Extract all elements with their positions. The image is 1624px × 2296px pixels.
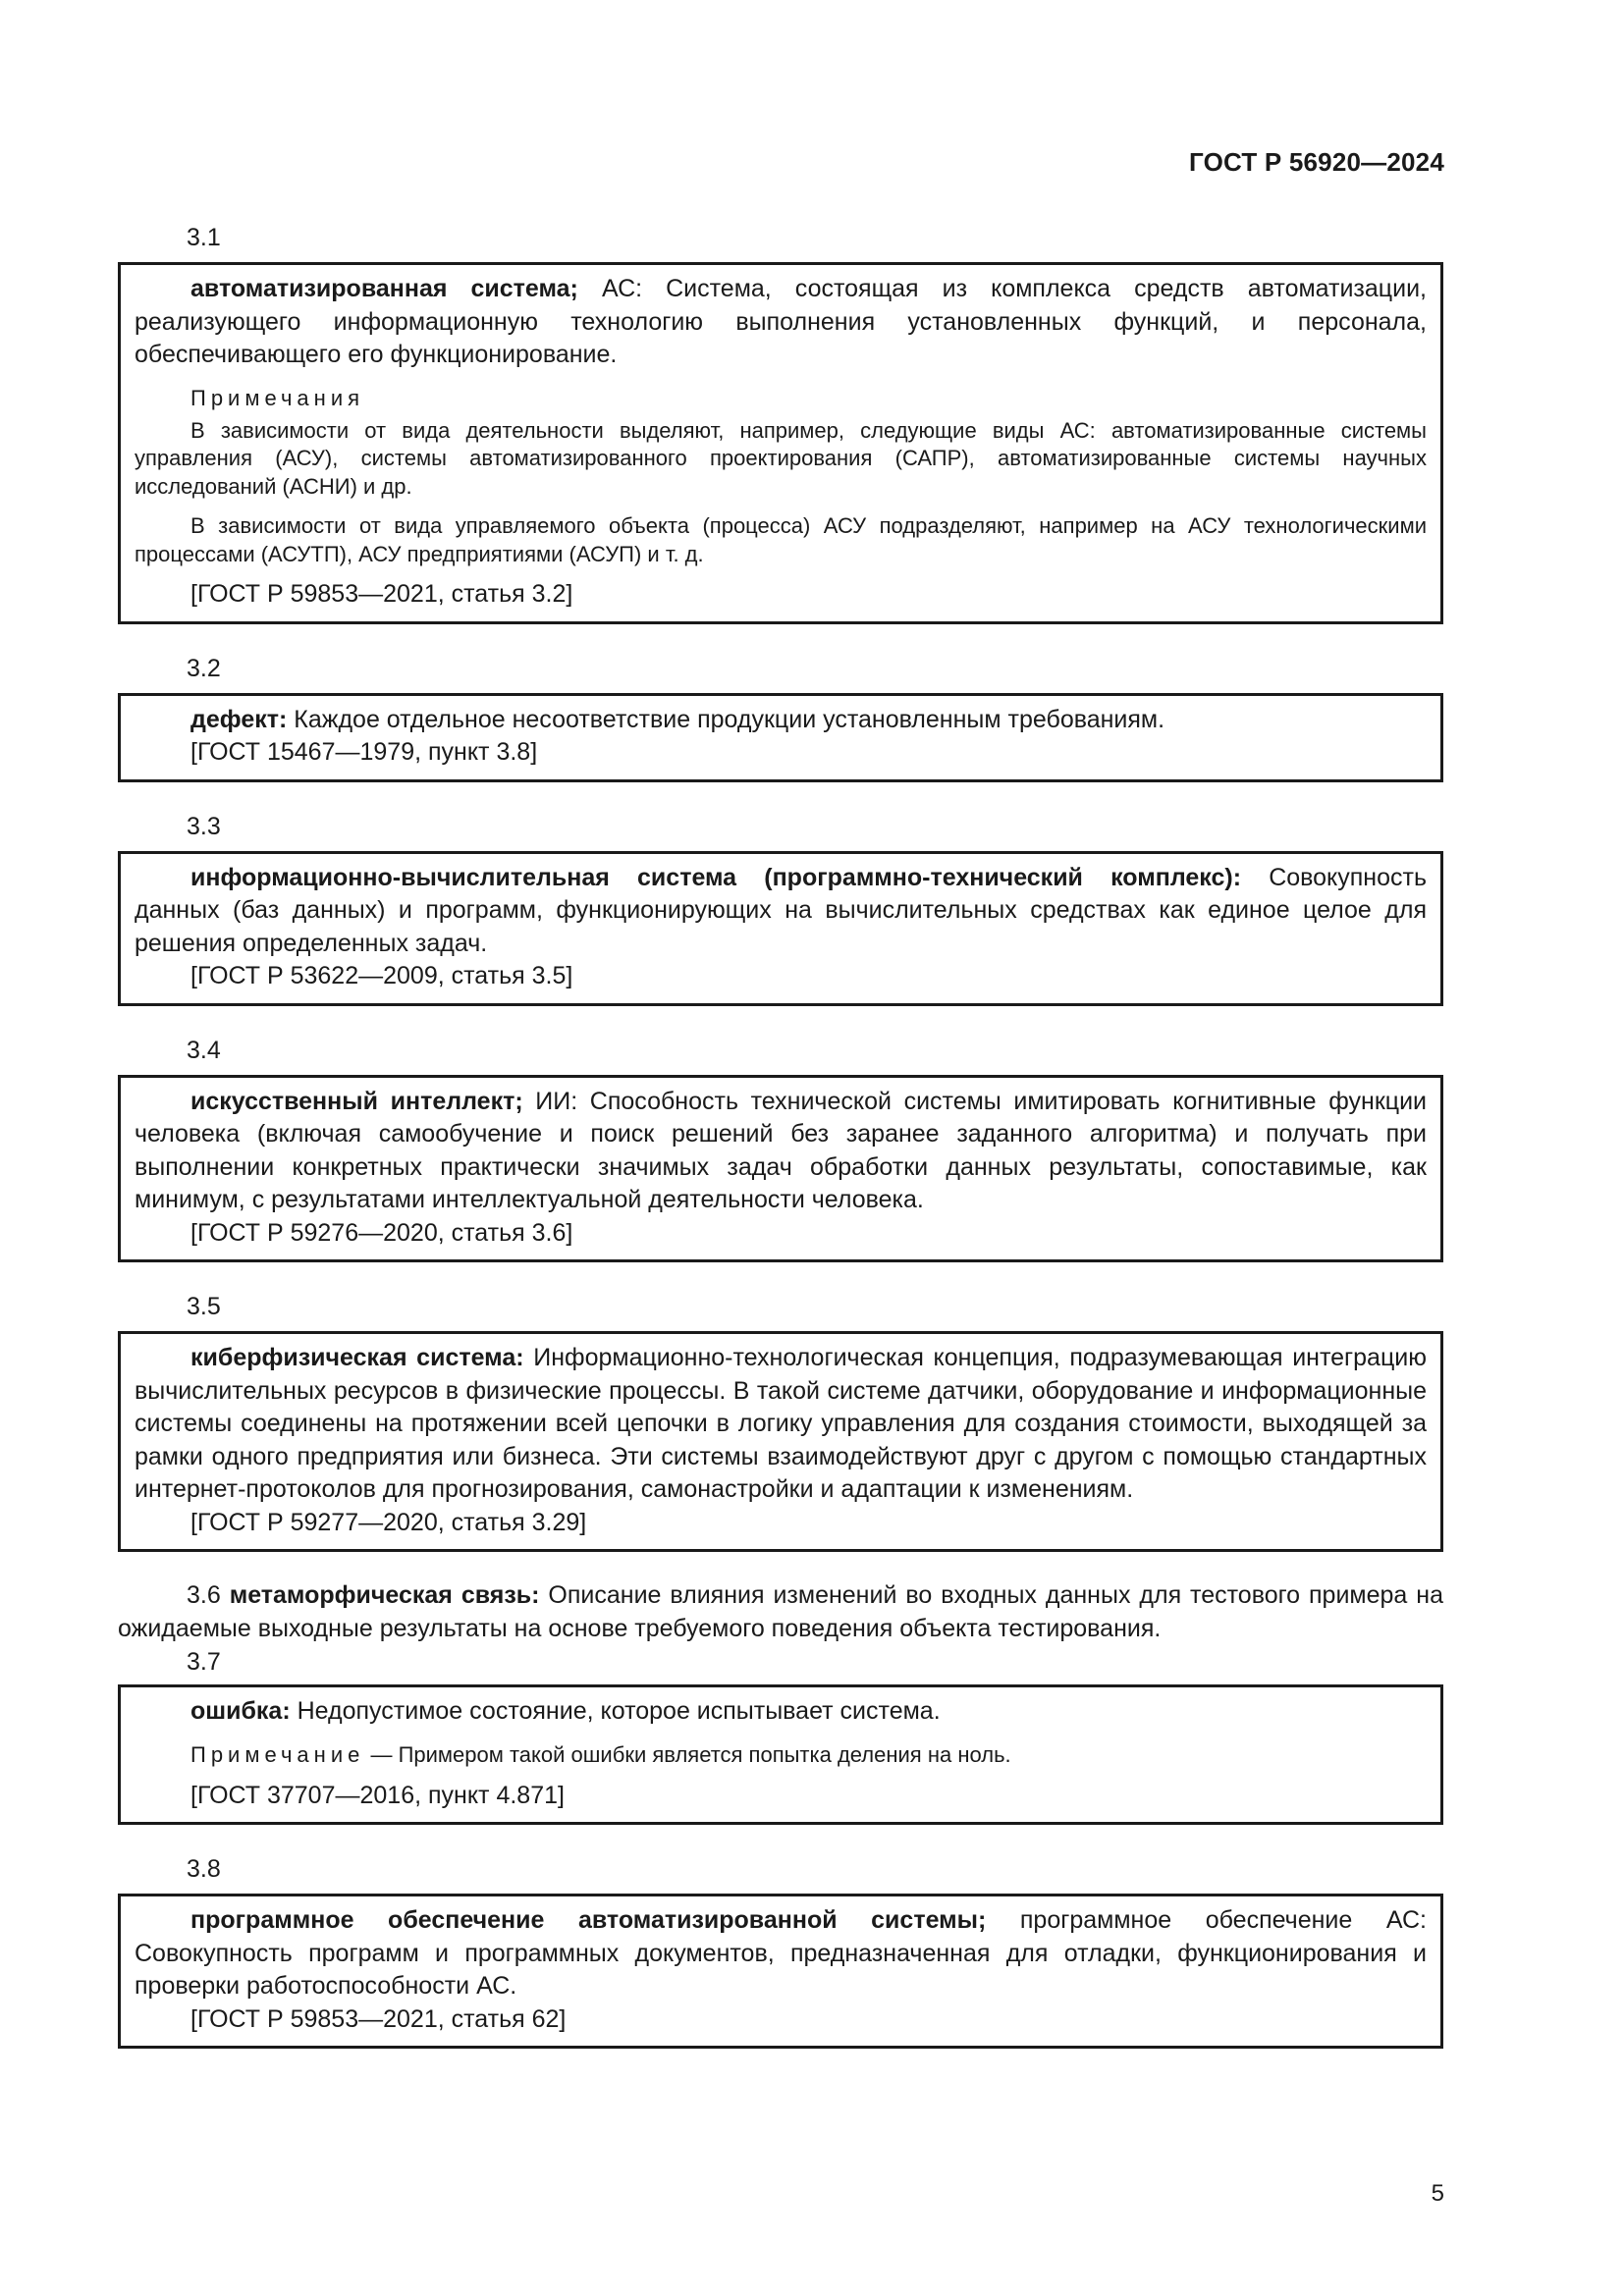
term-definition: [135, 1086, 1427, 1217]
term-source: [ГОСТ Р 59853—2021, статья 3.2]: [190, 580, 573, 608]
term-definition: [135, 273, 1427, 372]
term-definition: [135, 862, 1427, 961]
definition-text: Описание влияния изменений во входных данных для тестового примера на ожидаемые выходные результаты на основе требуемого поведения объекта тестирования.: [118, 1581, 1443, 1642]
term-title: программное обеспечение автоматизированной системы;: [190, 1906, 987, 1934]
term-number: 3.3: [187, 812, 221, 840]
term-number: 3.1: [187, 224, 221, 251]
term-title: ошибка:: [190, 1697, 291, 1725]
term-source: [ГОСТ Р 59276—2020, статья 3.6]: [190, 1218, 573, 1247]
term-definition: [135, 1695, 1427, 1729]
term-source: [ГОСТ Р 53622—2009, статья 3.5]: [190, 962, 573, 989]
terms-section: [118, 221, 1443, 2076]
term-definition: [135, 704, 1427, 737]
term-title: автоматизированная система;: [190, 275, 578, 302]
note-label: Примечание: [190, 1741, 365, 1767]
term-number: 3.8: [187, 1855, 221, 1883]
term-definition: [135, 1904, 1427, 2003]
definition-text: ИИ: Способность технической системы имитировать когнитивные функции человека (включая самообучение и поиск решений без заранее заданного алгоритма) и получать при выполнении конкретных практически значимых задач обработки данных результаты, сопоставимые, как минимум, с результатами интеллектуальной деятельности человека.: [135, 1087, 1427, 1213]
term-entry-box: [118, 1894, 1443, 2049]
notes-title: Примечания: [190, 385, 365, 410]
definition-text: АС: Система, состоящая из комплекса средств автоматизации, реализующего информационную технологию выполнения установленных функций, и персонала, обеспечивающего его функционирование.: [135, 275, 1427, 368]
term-number: 3.2: [187, 654, 221, 682]
term-title: киберфизическая система:: [190, 1344, 524, 1371]
page-number: 5: [1431, 2180, 1444, 2207]
term-number: 3.4: [187, 1036, 221, 1064]
term-title: искусственный интеллект;: [190, 1087, 523, 1115]
definition-text: программное обеспечение АС: Совокупность программ и программных документов, предназначенная для отладки, функционирования и проверки работоспособности АС.: [135, 1906, 1427, 2000]
term-definition: [135, 1342, 1427, 1507]
document-header-id: ГОСТ Р 56920—2024: [1189, 147, 1444, 177]
note-text: — Примером такой ошибки является попытка деления на ноль.: [364, 1741, 1011, 1767]
term-title: информационно-вычислительная система (программно-технический комплекс):: [190, 863, 1242, 891]
term-source: [ГОСТ 37707—2016, пункт 4.871]: [190, 1781, 565, 1809]
term-entry-box: [118, 851, 1443, 1006]
term-number: 3.7: [187, 1648, 221, 1676]
definition-text: Недопустимое состояние, которое испытывает система.: [290, 1697, 941, 1725]
definition-text: Совокупность данных (баз данных) и программ, функционирующих на вычислительных средствах как единое целое для решения определенных задач.: [135, 863, 1427, 957]
term-entry-box: [118, 1331, 1443, 1552]
term-number: 3.5: [187, 1293, 221, 1320]
note-line: [135, 1740, 1427, 1770]
term-entry-box: [118, 693, 1443, 782]
note-text: В зависимости от вида деятельности выделяют, например, следующие виды АС: автоматизированные системы управления (АСУ), системы автоматизированного проектирования (САПР), автоматизированные системы научных исследований (АСНИ) и др.: [135, 417, 1427, 499]
term-title: метаморфическая связь:: [229, 1581, 540, 1609]
term-source: [ГОСТ Р 59277—2020, статья 3.29]: [190, 1508, 587, 1536]
term-entry-box: [118, 262, 1443, 624]
definition-text: Информационно-технологическая концепция, подразумевающая интеграцию вычислительных ресурсов в физические процессы. В такой системе датчики, оборудование и информационные системы соединены на протяжении всей цепочки в логику управления для создания стоимости, выходящей за рамки одного предприятия или бизнеса. Эти системы взаимодействуют друг с другом с помощью стандартных интернет-протоколов для прогнозирования, самонастройки и адаптации к изменениям.: [135, 1344, 1427, 1503]
term-source: [ГОСТ 15467—1979, пункт 3.8]: [190, 738, 538, 766]
term-number: 3.6: [187, 1581, 221, 1609]
term-title: дефект:: [190, 705, 288, 733]
term-source: [ГОСТ Р 59853—2021, статья 62]: [190, 2004, 567, 2033]
definition-text: Каждое отдельное несоответствие продукции установленным требованиям.: [287, 705, 1165, 733]
term-definition-standalone: [118, 1579, 1443, 1645]
term-entry-box: [118, 1684, 1443, 1825]
term-entry-box: [118, 1075, 1443, 1263]
note-text: В зависимости от вида управляемого объекта (процесса) АСУ подразделяют, например на АСУ технологическими процессами (АСУТП), АСУ предприятиями (АСУП) и т. д.: [135, 513, 1427, 566]
